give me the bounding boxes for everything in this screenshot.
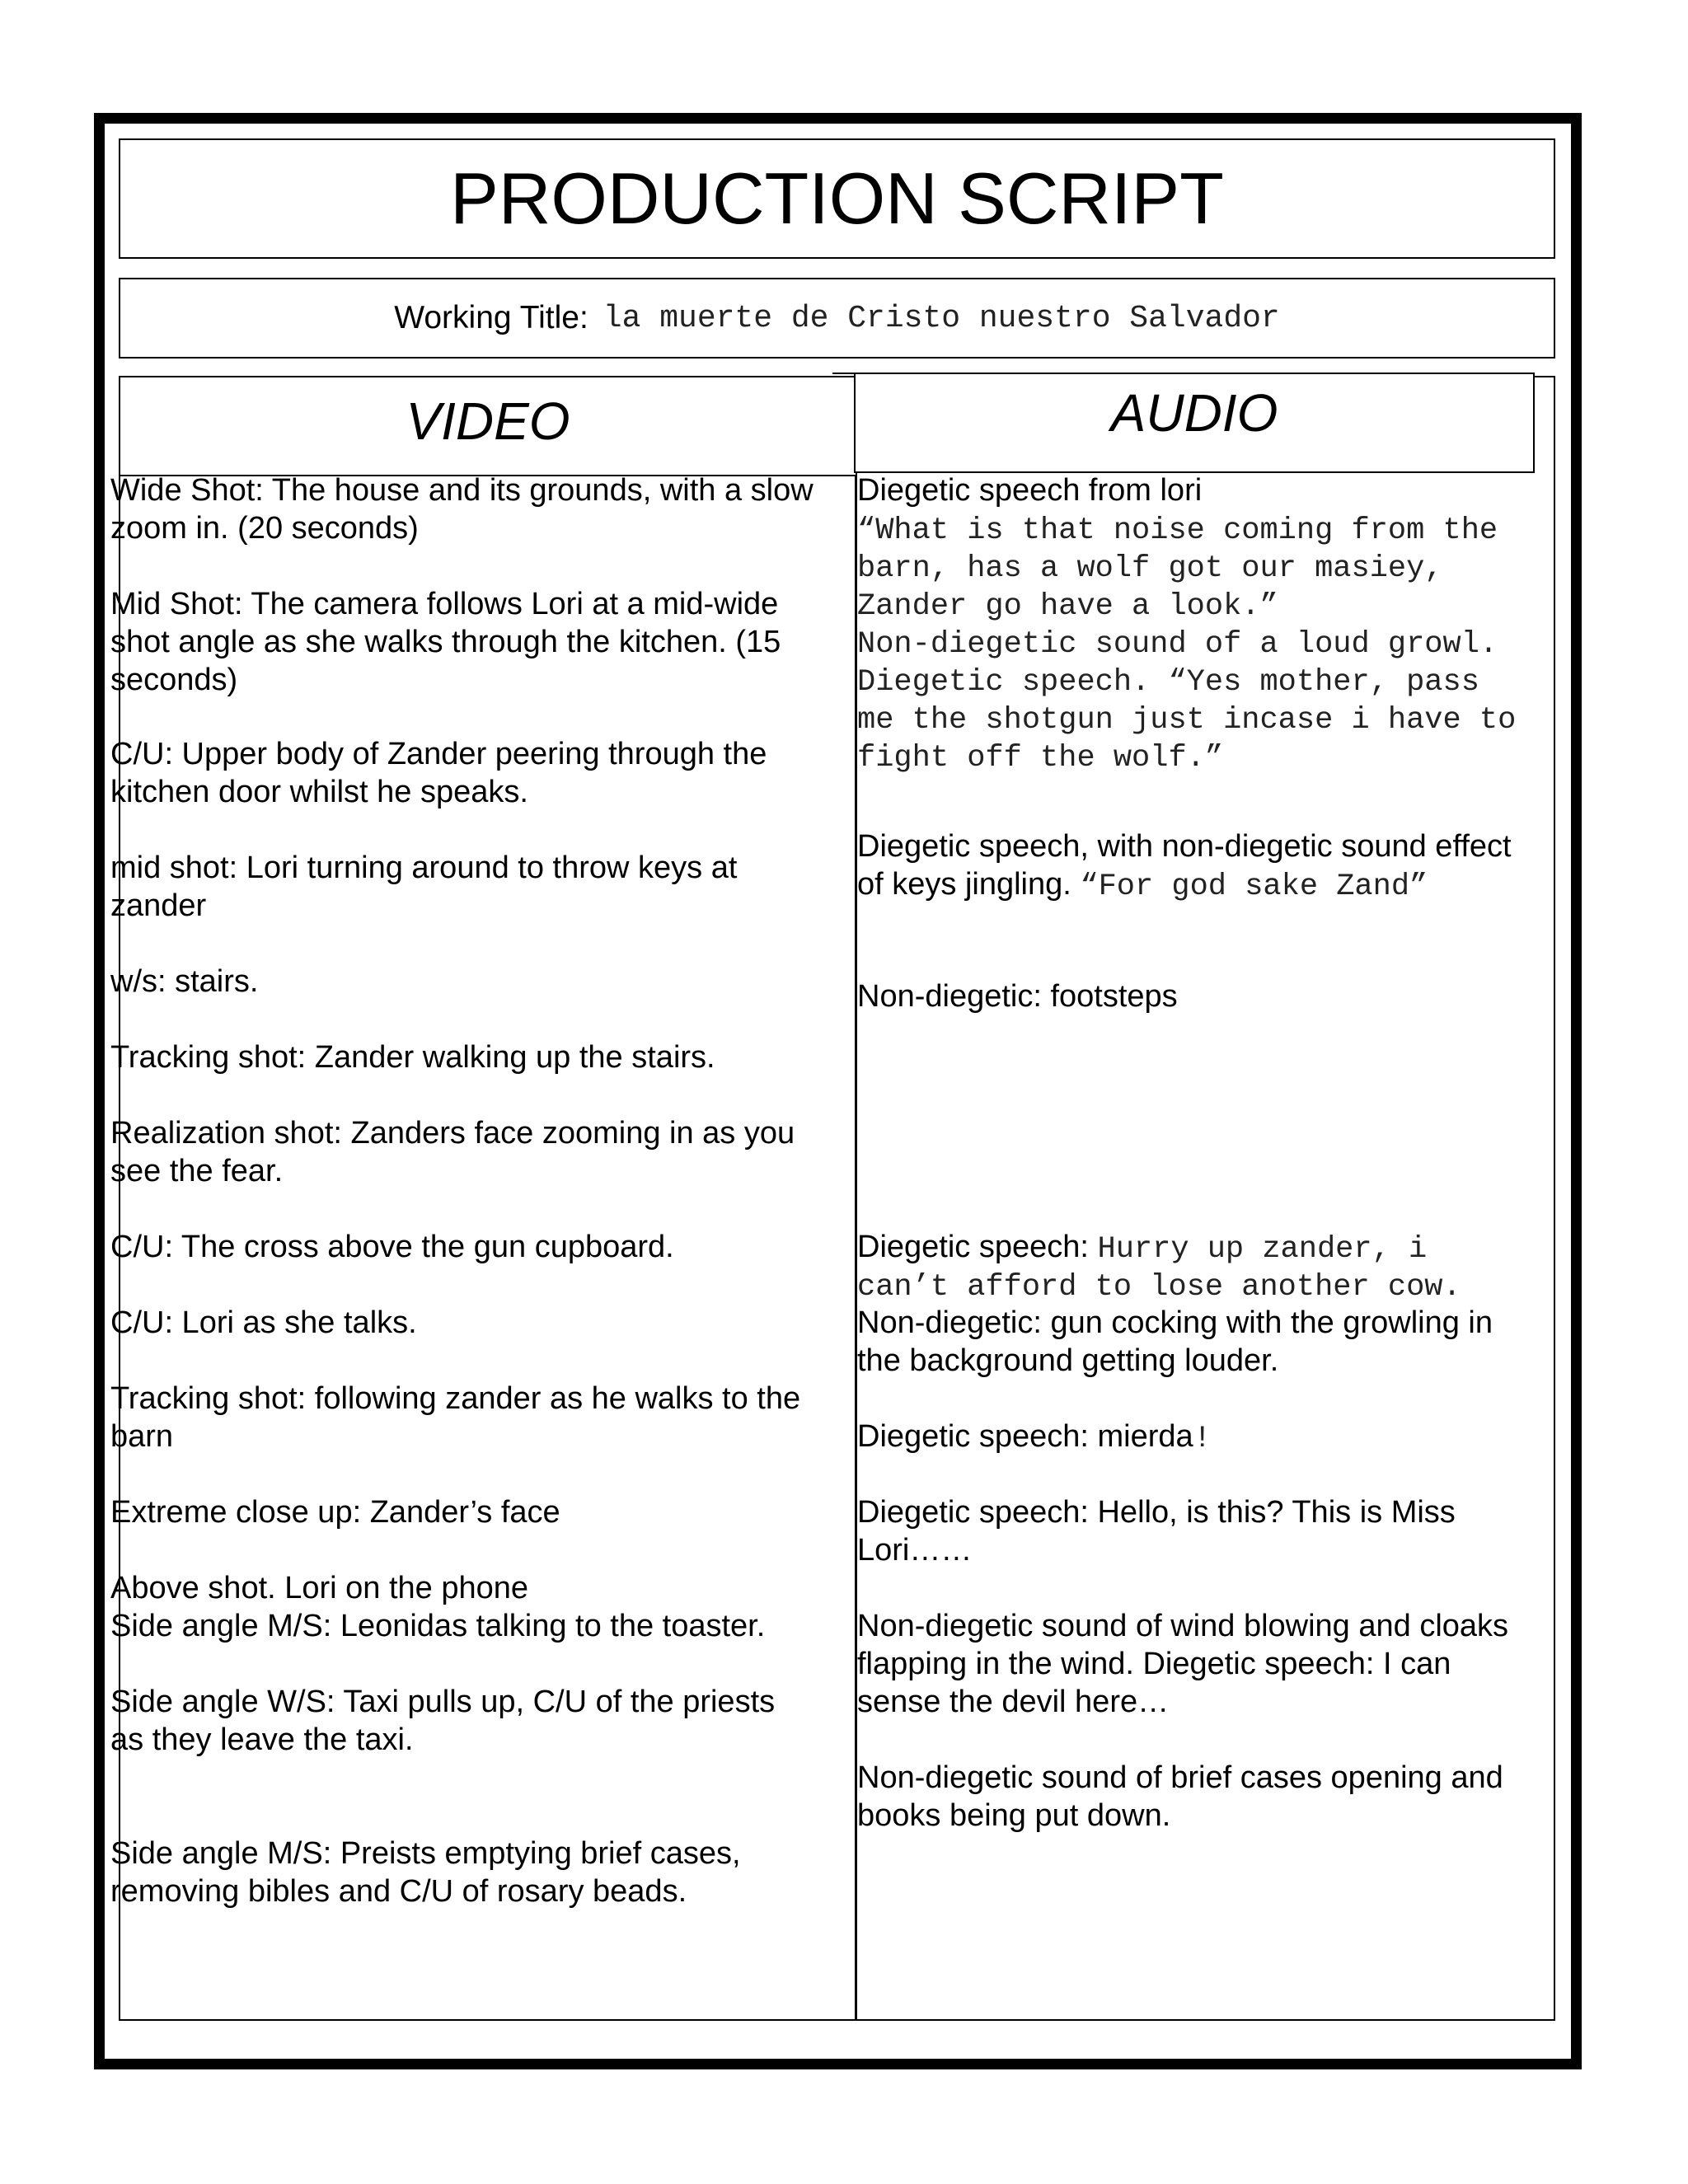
audio-cue-text: sense the devil here… <box>857 1685 1170 1719</box>
audio-dialogue-text: ! <box>1193 1422 1212 1456</box>
video-shot-line: Side angle M/S: Leonidas talking to the toaster. <box>110 1609 766 1643</box>
audio-cue-entry <box>857 827 1512 903</box>
video-shot-line: Realization shot: Zanders face zooming in as you <box>110 1116 795 1151</box>
audio-header-label: AUDIO <box>1110 383 1278 443</box>
audio-cue-text: the background getting louder. <box>857 1343 1279 1378</box>
audio-cue-text: Non-diegetic: footsteps <box>857 979 1178 1014</box>
video-shot-line: C/U: The cross above the gun cupboard. <box>110 1230 674 1264</box>
video-shot-line: C/U: Upper body of Zander peering through the <box>110 737 767 771</box>
audio-cue-line <box>857 471 1516 509</box>
video-shot-line: zoom in. (20 seconds) <box>110 511 419 546</box>
video-shot-line: seconds) <box>110 663 238 697</box>
audio-cue-text: Non-diegetic sound of wind blowing and cloaks <box>857 1609 1509 1643</box>
video-shot-line: see the fear. <box>110 1154 284 1188</box>
audio-cue-text: books being put down. <box>857 1798 1171 1833</box>
video-shot-line: as they leave the taxi. <box>110 1722 414 1757</box>
audio-cue-line <box>857 1645 1508 1683</box>
video-shot-entry <box>110 1304 417 1342</box>
video-shot-line: Mid Shot: The camera follows Lori at a mid-wide <box>110 587 779 621</box>
working-title-box <box>119 278 1555 359</box>
video-shot-entry <box>110 1683 775 1759</box>
audio-dialogue-text: Diegetic speech. “Yes mother, pass <box>857 665 1479 700</box>
audio-cue-line <box>857 1493 1456 1531</box>
audio-cue-line <box>857 1418 1212 1455</box>
video-header-label: VIDEO <box>406 391 570 451</box>
audio-dialogue-text: barn, has a wolf got our masiey, <box>857 551 1443 586</box>
audio-cue-entry <box>857 1759 1503 1835</box>
audio-cue-text: Diegetic speech: <box>857 1230 1098 1264</box>
audio-dialogue-text: “For god sake Zand” <box>1080 869 1428 904</box>
audio-cue-entry <box>857 1493 1456 1569</box>
video-shot-entry <box>110 1228 674 1266</box>
video-shot-entry <box>110 471 814 547</box>
audio-cue-line <box>857 623 1516 661</box>
video-shot-entry <box>110 1380 800 1455</box>
audio-cue-text: flapping in the wind. Diegetic speech: I can <box>857 1647 1451 1681</box>
working-title-label: Working Title: <box>394 300 588 335</box>
working-title-value: la muerte de Cristo nuestro Salvador <box>603 300 1280 336</box>
audio-cue-line <box>857 1342 1493 1380</box>
audio-cue-line <box>857 1304 1493 1342</box>
video-shot-entry <box>110 735 767 811</box>
video-shot-entry <box>110 849 737 925</box>
audio-cue-line <box>857 827 1512 865</box>
audio-cue-line <box>857 1683 1508 1721</box>
video-shot-line: barn <box>110 1419 174 1454</box>
audio-cue-line <box>857 1607 1508 1645</box>
video-shot-line: mid shot: Lori turning around to throw keys at <box>110 851 738 885</box>
video-shot-line: C/U: Lori as she talks. <box>110 1305 417 1340</box>
page-title: PRODUCTION SCRIPT <box>450 157 1224 239</box>
video-shot-line: shot angle as she walks through the kitchen. (15 <box>110 625 781 659</box>
audio-cue-entry <box>857 471 1516 775</box>
audio-cue-line <box>857 1228 1493 1266</box>
audio-dialogue-text: Hurry up zander, i <box>1097 1232 1428 1267</box>
audio-cue-entry <box>857 1418 1212 1455</box>
audio-column-header <box>854 373 1535 473</box>
audio-cue-line <box>857 865 1512 903</box>
audio-cue-line <box>857 1759 1503 1797</box>
audio-cue-line <box>857 509 1516 547</box>
audio-cue-text: of keys jingling. <box>857 867 1081 902</box>
video-shot-entry <box>110 1569 765 1645</box>
audio-dialogue-text: fight off the wolf.” <box>857 741 1224 776</box>
audio-cue-line <box>857 977 1178 1015</box>
video-shot-line: removing bibles and C/U of rosary beads. <box>110 1874 687 1909</box>
video-column-header <box>119 376 857 476</box>
video-shot-entry <box>110 1835 741 1910</box>
audio-cue-text: Diegetic speech, with non-diegetic sound effect <box>857 829 1512 864</box>
video-shot-entry <box>110 1114 795 1190</box>
video-shot-line: Side angle M/S: Preists emptying brief cases, <box>110 1836 741 1871</box>
video-shot-line: Above shot. Lori on the phone <box>110 1571 529 1605</box>
audio-cue-text: Non-diegetic sound of brief cases opening and <box>857 1760 1503 1795</box>
audio-cue-line <box>857 585 1516 623</box>
audio-cue-text: Diegetic speech from lori <box>857 473 1203 508</box>
audio-cue-entry <box>857 1607 1508 1721</box>
audio-cue-line <box>857 661 1516 699</box>
audio-cue-entry <box>857 977 1178 1015</box>
video-shot-entry <box>110 1493 560 1531</box>
video-shot-entry <box>110 963 258 1001</box>
video-shot-line: Tracking shot: Zander walking up the stairs. <box>110 1040 715 1075</box>
video-shot-line: Side angle W/S: Taxi pulls up, C/U of the priests <box>110 1685 776 1719</box>
video-shot-line: Wide Shot: The house and its grounds, with a slow <box>110 473 814 508</box>
video-shot-line: w/s: stairs. <box>110 964 259 999</box>
audio-cue-text: Diegetic speech: Hello, is this? This is Miss <box>857 1495 1456 1530</box>
audio-cue-line <box>857 1531 1456 1569</box>
video-shot-line: zander <box>110 888 207 923</box>
audio-cue-line <box>857 737 1516 775</box>
audio-cue-line <box>857 1266 1493 1304</box>
audio-dialogue-text: Zander go have a look.” <box>857 589 1278 624</box>
video-shot-line: kitchen door whilst he speaks. <box>110 775 528 809</box>
video-shot-line: Tracking shot: following zander as he walks to the <box>110 1381 801 1416</box>
audio-cue-text: Non-diegetic: gun cocking with the growling in <box>857 1305 1493 1340</box>
video-shot-line: Extreme close up: Zander’s face <box>110 1495 560 1530</box>
audio-dialogue-text: me the shotgun just incase i have to <box>857 703 1517 738</box>
video-shot-entry <box>110 585 781 699</box>
audio-dialogue-text: “What is that noise coming from the <box>857 513 1498 548</box>
audio-dialogue-text: can’t afford to lose another cow. <box>857 1270 1461 1305</box>
audio-cue-entry <box>857 1228 1493 1380</box>
audio-cue-text: Diegetic speech: mierda <box>857 1419 1193 1454</box>
audio-dialogue-text: Non-diegetic sound of a loud growl. <box>857 627 1498 662</box>
title-box <box>119 138 1555 259</box>
audio-cue-line <box>857 699 1516 737</box>
video-shot-entry <box>110 1038 715 1076</box>
audio-cue-line <box>857 547 1516 585</box>
audio-cue-line <box>857 1797 1503 1835</box>
audio-cue-text: Lori…… <box>857 1533 973 1568</box>
